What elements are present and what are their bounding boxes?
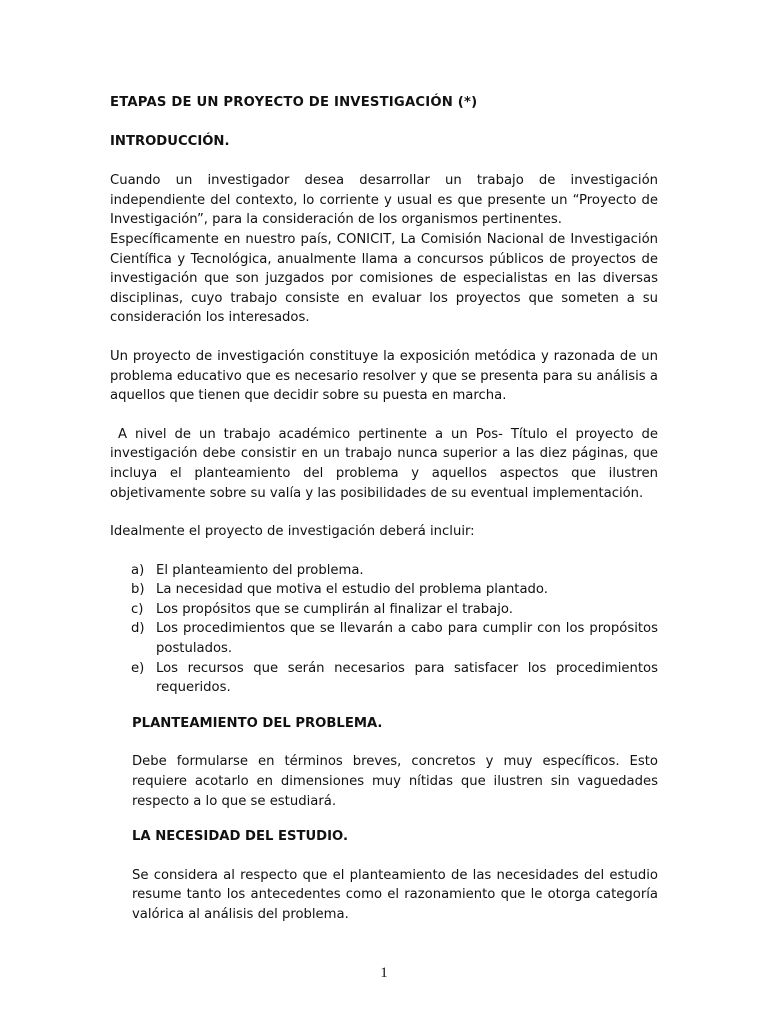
list-item-text: Los propósitos que se cumplirán al finalizar el trabajo. xyxy=(156,601,513,617)
list-item xyxy=(131,659,658,698)
list-item xyxy=(131,600,658,620)
intro-paragraph-5: Idealmente el proyecto de investigación deberá incluir: xyxy=(110,524,475,540)
section-heading: PLANTEAMIENTO DEL PROBLEMA. xyxy=(132,715,383,731)
section-body: Se considera al respecto que el planteamiento de las necesidades del estudio resume tanto los antecedentes como el razonamiento que le otorga categoría valórica al análisis del problema. xyxy=(132,867,658,922)
section-heading: LA NECESIDAD DEL ESTUDIO. xyxy=(132,829,348,845)
intro-paragraph-2: Específicamente en nuestro país, CONICIT, La Comisión Nacional de Investigación Científica y Tecnológica, anualmente llama a concursos públicos de proyectos de investigación que son juzgados por comisiones de especialistas en las diversas disciplinas, cuyo trabajo consiste en evaluar los proyectos que someten a su consideración los interesados. xyxy=(110,231,658,326)
document-page xyxy=(110,93,658,925)
list-item xyxy=(131,561,658,581)
list-marker: a) xyxy=(131,562,145,578)
list-marker: b) xyxy=(131,582,145,598)
list-item-text: La necesidad que motiva el estudio del problema plantado. xyxy=(156,582,548,598)
list-item-text: Los recursos que serán necesarios para satisfacer los procedimientos requeridos. xyxy=(156,660,658,696)
list-item-text: Los procedimientos que se llevarán a cabo para cumplir con los propósitos postulados. xyxy=(156,621,658,657)
section-body: Debe formularse en términos breves, concretos y muy específicos. Esto requiere acotarlo en dimensiones muy nítidas que ilustren sin vaguedades respecto a lo que se estudiará. xyxy=(132,754,658,809)
list-marker: d) xyxy=(131,621,145,637)
list-item-text: El planteamiento del problema. xyxy=(156,562,364,578)
intro-paragraph-1: Cuando un investigador desea desarrollar un trabajo de investigación independiente del contexto, lo corriente y usual es que presente un “Proyecto de Investigación”, para la consideración de los organismos pertinentes. xyxy=(110,173,658,228)
list-marker: e) xyxy=(131,660,145,676)
intro-paragraph-4: A nivel de un trabajo académico pertinente a un Pos- Título el proyecto de investigación debe consistir en un trabajo nunca superior a las diez páginas, que incluya el planteamiento del problema y aquellos aspectos que ilustren objetivamente sobre su valía y las posibilidades de su eventual implementación. xyxy=(110,426,658,501)
section-necesidad xyxy=(132,827,658,924)
section-planteamiento xyxy=(132,714,658,811)
intro-heading: INTRODUCCIÓN. xyxy=(110,133,230,149)
components-list xyxy=(110,561,658,698)
list-item xyxy=(131,619,658,658)
list-item xyxy=(131,580,658,600)
list-marker: c) xyxy=(131,601,144,617)
document-title: ETAPAS DE UN PROYECTO DE INVESTIGACIÓN (*) xyxy=(110,95,478,110)
intro-paragraph-3: Un proyecto de investigación constituye la exposición metódica y razonada de un problema educativo que es necesario resolver y que se presenta para su análisis a aquellos que tienen que decidir sobre su puesta en marcha. xyxy=(110,348,658,404)
page-number: 1 xyxy=(380,965,388,981)
